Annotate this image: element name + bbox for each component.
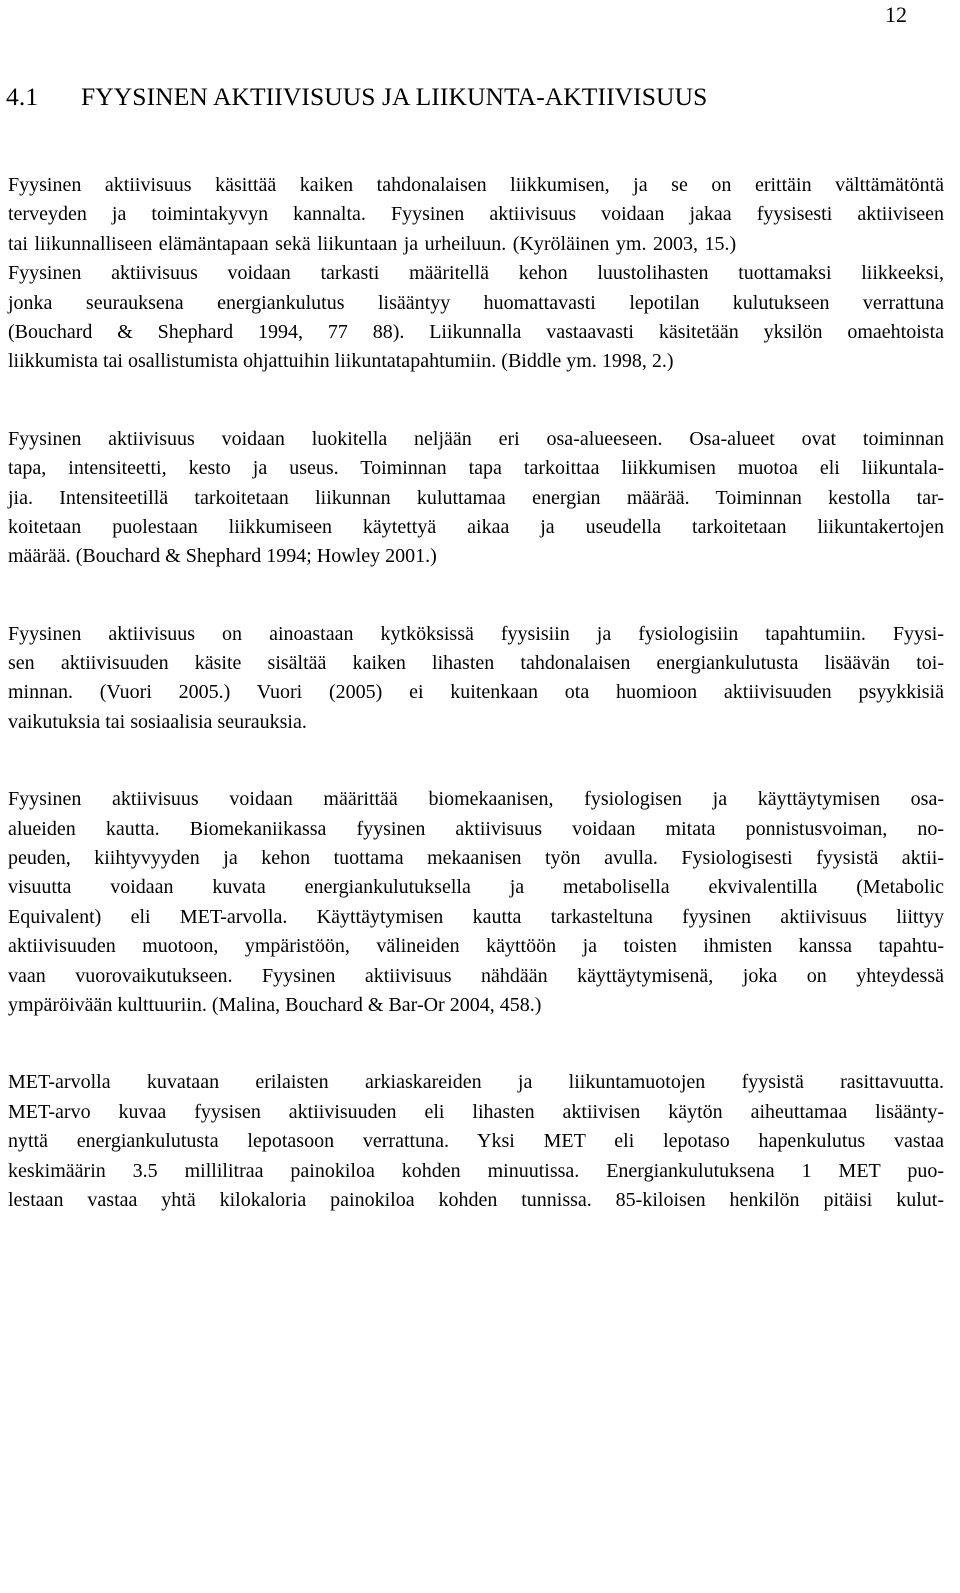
- text-line: Equivalent) eli MET-arvolla. Käyttäytymisen kautta tarkasteltuna fyysinen aktiivisuus liittyy: [8, 905, 944, 928]
- text-line: jonka seurauksena energiankulutus lisääntyy huomattavasti lepotilan kulutukseen verrattuna: [8, 291, 944, 314]
- text-line: Fyysinen aktiivisuus on ainoastaan kytköksissä fyysisiin ja fysiologisiin tapahtumiin. Fyysi-: [8, 622, 944, 645]
- text-line: minnan. (Vuori 2005.) Vuori (2005) ei kuitenkaan ota huomioon aktiivisuuden psyykkisiä: [8, 681, 944, 704]
- paragraph-3: [8, 620, 944, 738]
- text-line: alueiden kautta. Biomekaniikassa fyysinen aktiivisuus voidaan mitata ponnistusvoiman, no-: [8, 817, 944, 840]
- document-body: [8, 171, 944, 1263]
- text-line: Fyysinen aktiivisuus voidaan luokitella neljään eri osa-alueeseen. Osa-alueet ovat toiminnan: [8, 427, 944, 450]
- paragraph-1: [8, 171, 944, 377]
- page-number: 12: [885, 2, 907, 27]
- text-line: koitetaan puolestaan liikkumiseen käytettyä aikaa ja useudella tarkoitetaan liikuntakertojen: [8, 515, 944, 538]
- text-line: lestaan vastaa yhtä kilokaloria painokiloa kohden tunnissa. 85-kiloisen henkilön pitäisi kulut-: [8, 1188, 944, 1211]
- paragraph-5: [8, 1068, 944, 1215]
- section-title: FYYSINEN AKTIIVISUUS JA LIIKUNTA-AKTIIVISUUS: [81, 82, 708, 111]
- paragraph-2: [8, 425, 944, 572]
- paragraph-4: [8, 785, 944, 1020]
- text-line: MET-arvo kuvaa fyysisen aktiivisuuden eli lihasten aktiivisen käytön aiheuttamaa lisäänty-: [8, 1100, 944, 1123]
- text-line: visuutta voidaan kuvata energiankulutuksella ja metabolisella ekvivalentilla (Metabolic: [8, 876, 944, 899]
- section-heading: [6, 80, 707, 114]
- text-line: liikkumista tai osallistumista ohjattuihin liikuntatapahtumiin. (Biddle ym. 1998, 2.): [8, 350, 674, 373]
- text-line: keskimäärin 3.5 millilitraa painokiloa kohden minuutissa. Energiankulutuksena 1 MET puo-: [8, 1159, 944, 1182]
- text-line: sen aktiivisuuden käsite sisältää kaiken lihasten tahdonalaisen energiankulutusta lisäävän toi-: [8, 652, 944, 675]
- text-line: ympäröivään kulttuuriin. (Malina, Bouchard & Bar-Or 2004, 458.): [8, 993, 542, 1016]
- text-line: määrää. (Bouchard & Shephard 1994; Howley 2001.): [8, 545, 437, 568]
- text-line: aktiivisuuden muotoon, ympäristöön, välineiden käyttöön ja toisten ihmisten kanssa tapahtu-: [8, 935, 944, 958]
- text-line: Fyysinen aktiivisuus voidaan tarkasti määritellä kehon luustolihasten tuottamaksi liikkeeksi,: [8, 262, 944, 285]
- text-line: Fyysinen aktiivisuus käsittää kaiken tahdonalaisen liikkumisen, ja se on erittäin välttämätöntä: [8, 174, 944, 196]
- text-line: vaikutuksia tai sosiaalisia seurauksia.: [8, 710, 307, 733]
- text-line: tapa, intensiteetti, kesto ja useus. Toiminnan tapa tarkoittaa liikkumisen muotoa eli liikuntala-: [8, 457, 944, 480]
- text-line: vaan vuorovaikutukseen. Fyysinen aktiivisuus nähdään käyttäytymisenä, joka on yhteydessä: [8, 964, 944, 987]
- text-line: peuden, kiihtyvyyden ja kehon tuottama mekaanisen työn avulla. Fysiologisesti fyysistä aktii-: [8, 847, 944, 870]
- text-line: nyttä energiankulutusta lepotasoon verrattuna. Yksi MET eli lepotaso hapenkulutus vastaa: [8, 1130, 944, 1153]
- text-line: terveyden ja toimintakyvyn kannalta. Fyysinen aktiivisuus voidaan jakaa fyysisesti aktiiviseen: [8, 203, 944, 226]
- text-line: tai liikunnalliseen elämäntapaan sekä liikuntaan ja urheiluun. (Kyröläinen ym. 2003, 15.): [8, 232, 737, 255]
- text-line: (Bouchard & Shephard 1994, 77 88). Liikunnalla vastaavasti käsitetään yksilön omaehtoista: [8, 320, 944, 343]
- text-line: MET-arvolla kuvataan erilaisten arkiaskareiden ja liikuntamuotojen fyysistä rasittavuutta.: [8, 1071, 944, 1094]
- text-line: jia. Intensiteetillä tarkoitetaan liikunnan kuluttamaa energian määrää. Toiminnan kestolla tar-: [8, 486, 944, 509]
- text-line: Fyysinen aktiivisuus voidaan määrittää biomekaanisen, fysiologisen ja käyttäytymisen osa-: [8, 788, 944, 811]
- section-number: 4.1: [6, 82, 39, 111]
